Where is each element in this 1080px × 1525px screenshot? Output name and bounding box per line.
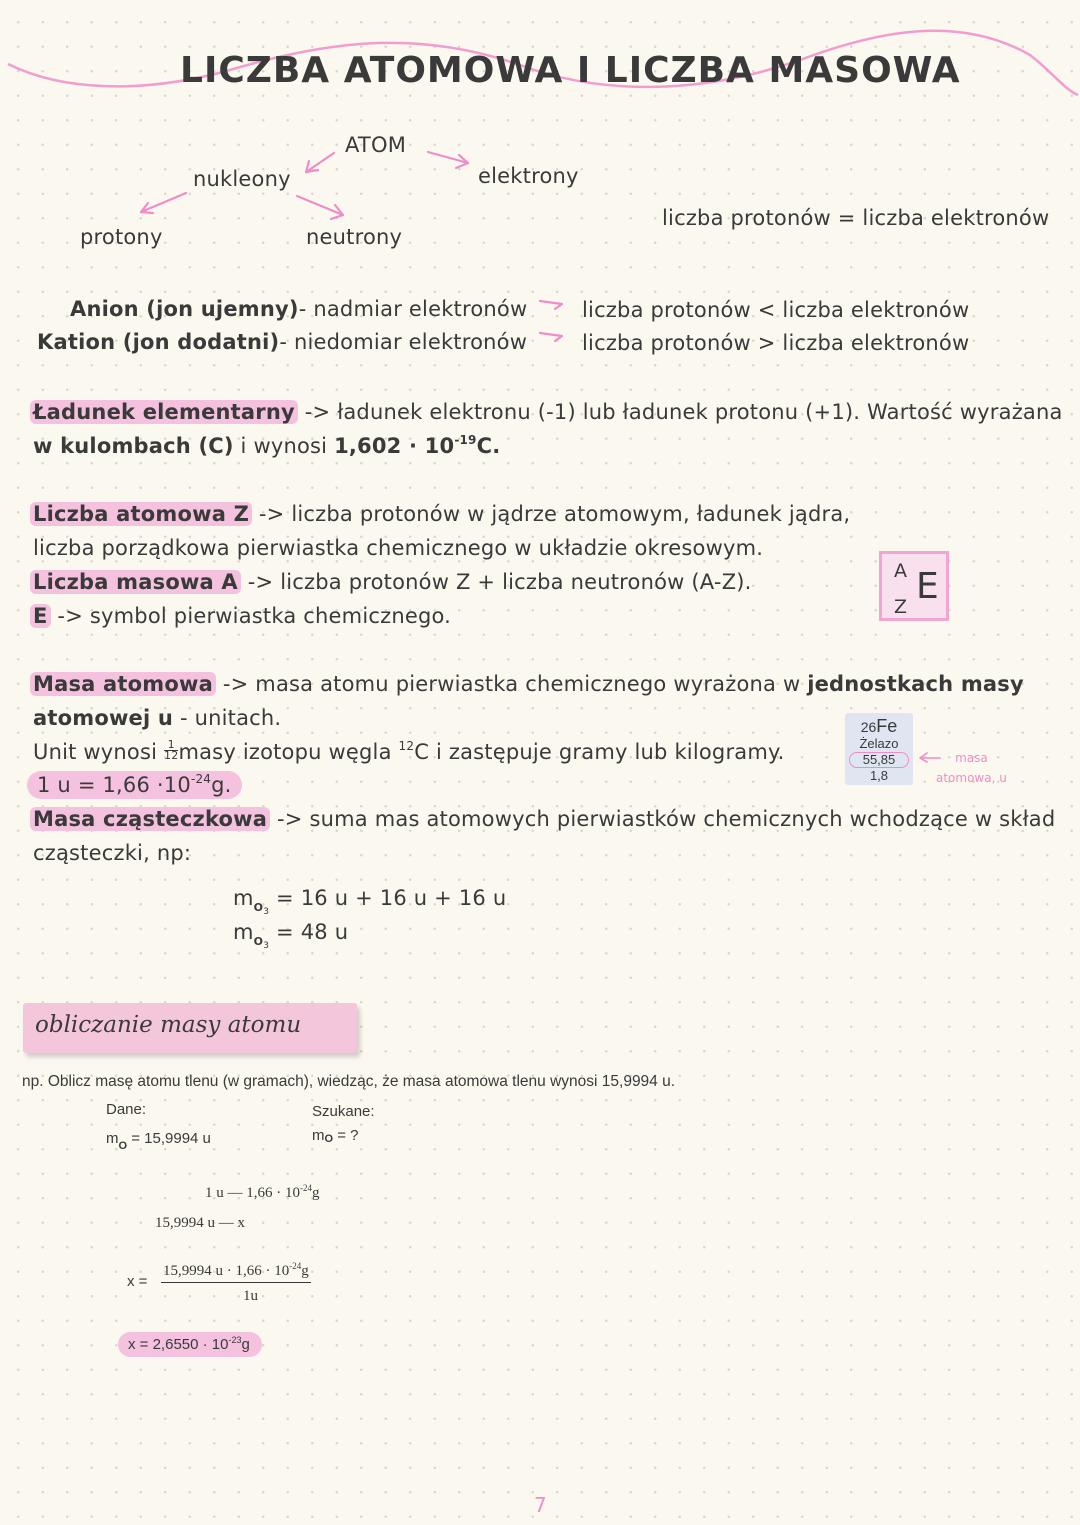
element-card-header [845, 716, 913, 737]
u-exponent: -24 [190, 772, 212, 786]
molecular-mass-desc: -> suma mas atomowych pierwiastków chemicznych wchodzące w skład [270, 807, 1056, 831]
eq1-rhs: = 16 u + 16 u + 16 u [269, 886, 507, 910]
carbon-mass-number: 12 [398, 739, 415, 753]
page-number: 7 [534, 1493, 547, 1517]
notation-z: Z [894, 596, 908, 618]
charge-value: 1,602 · 10 [334, 434, 455, 458]
u-value: 1 u = 1,66 ·10 [37, 773, 191, 797]
atomic-mass-line-2 [33, 706, 281, 730]
prop1-unit: g [312, 1185, 320, 1201]
result-exp: -23 [228, 1335, 242, 1345]
notation-e: E [916, 566, 939, 607]
element-note-line-1: masa [955, 751, 988, 765]
molecular-mass-line-2: cząsteczki, np: [33, 841, 192, 865]
u-value-line [27, 773, 242, 797]
result-text: x = 2,6550 · 10 [128, 1336, 229, 1353]
result-unit: g [241, 1336, 250, 1353]
symbol-desc: -> symbol pierwiastka chemicznego. [50, 604, 452, 628]
prop1-exp: -24 [300, 1183, 312, 1193]
eq2-sub2: 3 [263, 941, 270, 951]
unit-text-b: masy izotopu węgla [178, 740, 399, 764]
charge-text: i wynosi [233, 434, 335, 458]
kation-desc: - niedomiar elektronów [279, 330, 528, 354]
atom-label: ATOM [345, 133, 407, 157]
atomic-mass-line-1 [30, 672, 1024, 696]
diagram-arrows [0, 0, 1080, 300]
molecular-mass-line-1 [30, 807, 1055, 831]
atomic-mass-unitach: - unitach. [173, 706, 282, 730]
frac-num: 1 [164, 740, 178, 751]
x-equals: x = [127, 1273, 148, 1290]
calc-szukane-value [312, 1127, 359, 1144]
unit-definition-line [33, 737, 785, 764]
calc-szukane-sub: O [324, 1133, 334, 1145]
elektrony-label: elektrony [478, 164, 579, 188]
kation-relation: liczba protonów > liczba elektronów [582, 331, 970, 355]
atomic-mass-desc: -> masa atomu pierwiastka chemicznego wyrażona w [215, 672, 808, 696]
notation-a: A [894, 560, 907, 582]
kation-line [37, 330, 527, 354]
neutrony-label: neutrony [306, 225, 403, 249]
page-title: LICZBA ATOMOWA I LICZBA MASOWA [180, 50, 961, 91]
proportion-line-2: 15,9994 u — x [155, 1215, 245, 1231]
element-electronegativity: 1,8 [869, 768, 889, 783]
anion-term: Anion (jon ujemny) [70, 297, 299, 321]
mass-number-term: Liczba masowa A [30, 570, 241, 594]
protons-equal-electrons: liczba protonów = liczba elektronów [662, 206, 1050, 230]
unit-text-c: C i zastępuje gramy lub kilogramy. [414, 740, 785, 764]
eq2-rhs: = 48 u [269, 920, 349, 944]
atomic-mass-u: atomowej u [33, 706, 174, 730]
prop1-text: 1 u — 1,66 · 10 [205, 1185, 300, 1201]
eq1-sub: O [253, 901, 264, 914]
eq2-m: m [233, 920, 254, 944]
charge-value-unit: C. [476, 434, 501, 458]
element-mass: 55,85 [849, 752, 909, 768]
frac-den: 12 [164, 748, 179, 762]
nuclide-notation-box [879, 551, 949, 621]
ozone-equation-2 [233, 920, 349, 951]
calc-szukane: Szukane: [312, 1103, 375, 1120]
charge-line-1 [30, 400, 1063, 424]
element-note-line-2: atomowa, u [936, 771, 1007, 785]
atomic-number-desc: -> liczba protonów w jądrze atomowym, ładunek jądra, [252, 502, 851, 526]
u-unit: g. [211, 773, 232, 797]
frac-top-text: 15,9994 u · 1,66 · 10 [163, 1263, 290, 1279]
mass-number-desc: -> liczba protonów Z + liczba neutronów (A-Z). [240, 570, 752, 594]
calc-m-value: = 15,9994 u [127, 1130, 211, 1147]
charge-desc: -> ładunek elektronu (-1) lub ładunek protonu (+1). Wartość wyrażana [297, 400, 1063, 424]
u-value-highlight [27, 771, 242, 799]
charge-term: Ładunek elementarny [30, 400, 298, 424]
symbol-term: E [30, 604, 51, 628]
calc-szukane-q: = ? [333, 1127, 359, 1144]
atomic-number-term: Liczba atomowa Z [30, 502, 252, 526]
atomic-number-line-2: liczba porządkowa pierwiastka chemicznego w układzie okresowym. [33, 536, 764, 560]
fraction-denominator: 1u [243, 1288, 258, 1304]
frac-top-exp: -24 [289, 1261, 302, 1271]
calc-dane: Dane: [106, 1101, 147, 1118]
atomic-mass-term: Masa atomowa [30, 672, 216, 696]
calc-dane-value [106, 1130, 211, 1152]
charge-unit-text: w kulombach (C) [33, 434, 234, 458]
charge-line-2 [33, 434, 500, 458]
protony-label: protony [80, 225, 163, 249]
mass-number-line [30, 570, 752, 594]
calc-szukane-m: m [312, 1127, 325, 1144]
calc-question: np. Oblicz masę atomu tlenu (w gramach), wiedząc, że masa atomowa tlenu wynosi 15,9994 u. [22, 1073, 676, 1090]
charge-exponent: -19 [454, 433, 477, 447]
anion-line [70, 297, 527, 321]
unit-text-a: Unit wynosi [33, 740, 165, 764]
element-name: Żelazo [859, 736, 899, 751]
fraction-numerator [161, 1263, 311, 1283]
anion-desc: - nadmiar elektronów [298, 297, 528, 321]
eq1-sub2: 3 [263, 907, 270, 917]
fraction-one-twelfth [164, 737, 179, 762]
ozone-equation-1 [233, 886, 507, 917]
frac-top-unit: g [301, 1263, 309, 1279]
element-symbol: Fe [876, 716, 898, 736]
symbol-line [30, 604, 451, 628]
kation-term: Kation (jon dodatni) [37, 330, 280, 354]
nukleony-label: nukleony [193, 167, 291, 191]
calc-heading: obliczanie masy atomu [35, 1012, 302, 1038]
result-highlight [118, 1332, 262, 1357]
calc-m-sub: O [118, 1140, 128, 1152]
calc-heading-box [23, 1003, 357, 1053]
eq1-m: m [233, 886, 254, 910]
proportion-line-1 [205, 1185, 320, 1202]
atomic-number-line-1 [30, 502, 850, 526]
eq2-sub: O [253, 935, 264, 948]
element-card-fe [845, 713, 913, 785]
element-atomic-number: 26 [860, 719, 877, 735]
anion-relation: liczba protonów < liczba elektronów [582, 298, 970, 322]
atomic-mass-unit-bold: jednostkach masy [807, 672, 1024, 696]
molecular-mass-term: Masa cząsteczkowa [30, 807, 270, 831]
calc-m: m [106, 1130, 119, 1147]
element-note [936, 748, 1007, 788]
